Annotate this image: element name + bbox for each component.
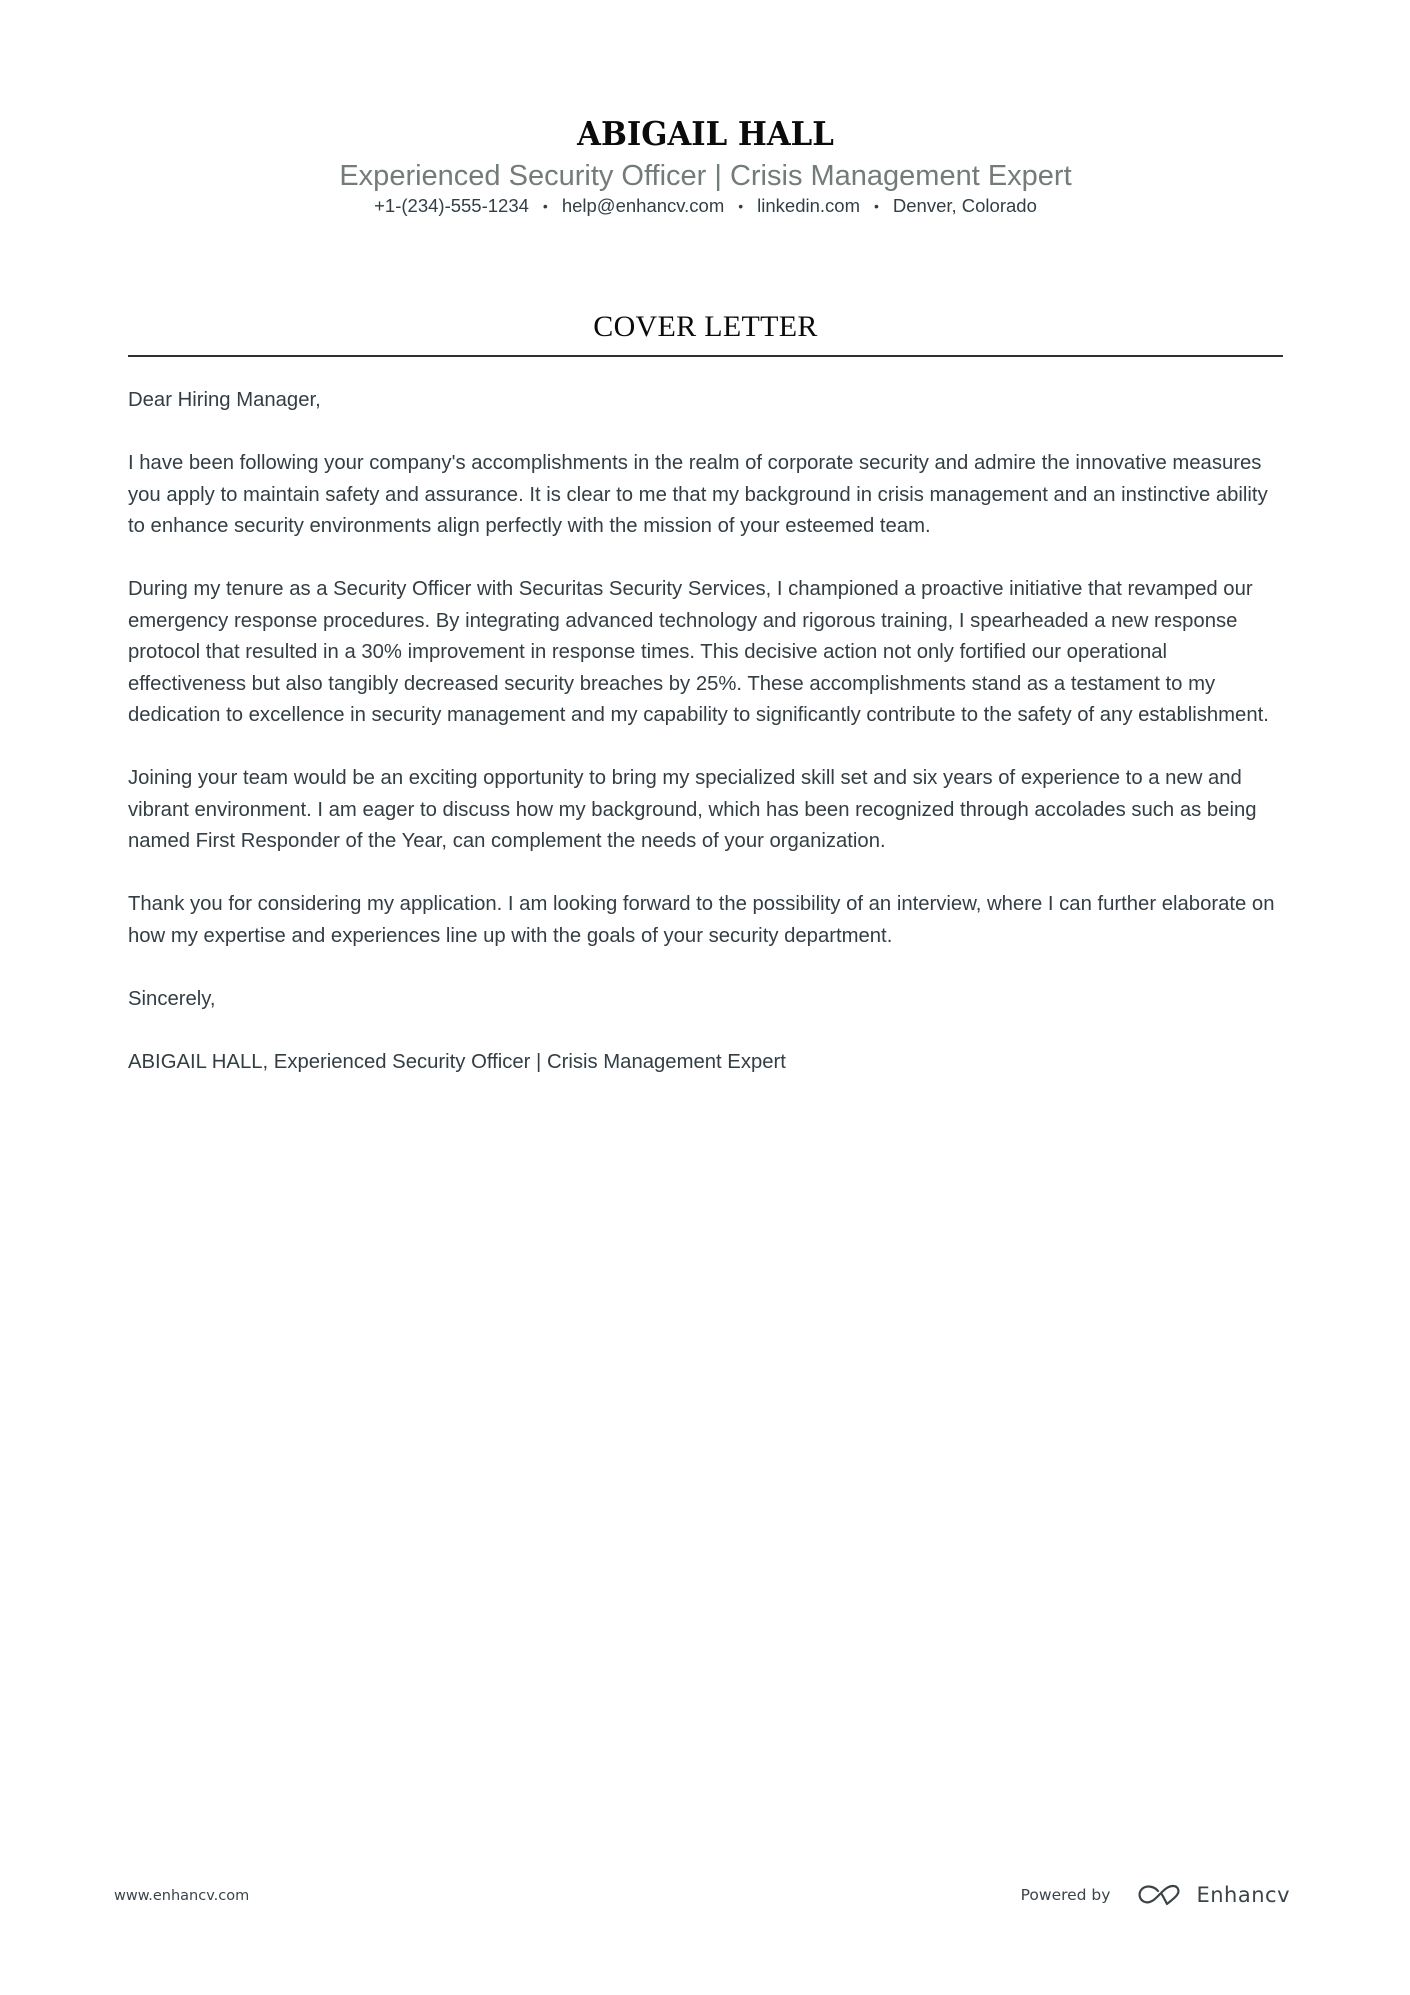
- footer-website: www.enhancv.com: [114, 1888, 250, 1904]
- powered-by-label: Powered by: [1020, 1886, 1111, 1904]
- header: [128, 112, 1283, 218]
- footer-branding: [1021, 1880, 1290, 1910]
- candidate-title: Experienced Security Officer | Crisis Management Expert: [339, 160, 1072, 192]
- letter-body: [128, 385, 1288, 1110]
- enhancv-brand: Enhancv: [1196, 1883, 1290, 1907]
- salutation: Dear Hiring Manager,: [128, 389, 321, 411]
- separator-dot: •: [873, 198, 879, 214]
- paragraph-4: Thank you for considering my application. I am looking forward to the possibility of an interview, where I can further elaborate on how my expertise and experiences line up with the goals of your security department.: [128, 893, 1275, 947]
- signature: ABIGAIL HALL, Experienced Security Officer | Crisis Management Expert: [128, 1050, 786, 1073]
- location: Denver, Colorado: [892, 195, 1037, 216]
- paragraph-1: I have been following your company's accomplishments in the realm of corporate security and admire the innovative measures you apply to maintain safety and assurance. It is clear to me that my background in crisis management and an instinctive ability to enhance security environments align perfectly with the mission of your esteemed team.: [128, 452, 1268, 537]
- separator-dot: •: [542, 198, 548, 214]
- enhancv-logo-icon: [1136, 1883, 1184, 1907]
- closing: Sincerely,: [128, 987, 216, 1010]
- linkedin-link: linkedin.com: [757, 195, 860, 216]
- contact-info: [128, 194, 1283, 218]
- candidate-name: ABIGAIL HALL: [577, 114, 834, 153]
- paragraph-2: During my tenure as a Security Officer with Securitas Security Services, I championed a proactive initiative that revamped our emergency response procedures. By integrating advanced technology and rigorous training, I spearheaded a new response protocol that resulted in a 30% improvement in response times. This decisive action not only fortified our operational effectiveness but also tangibly decreased security breaches by 25%. These accomplishments stand as a testament to my dedication to excellence in security management and my capability to significantly contribute to the safety of any establishment.: [128, 578, 1269, 726]
- paragraph-3: Joining your team would be an exciting opportunity to bring my specialized skill set and six years of experience to a new and vibrant environment. I am eager to discuss how my background, which has been recognized through accolades such as being named First Responder of the Year, can complement the needs of your organization.: [128, 767, 1257, 852]
- section-title: COVER LETTER: [593, 310, 818, 343]
- email-address: help@enhancv.com: [561, 195, 725, 216]
- section-divider: [128, 355, 1283, 357]
- phone-number: +1-(234)-555-1234: [374, 195, 529, 216]
- separator-dot: •: [738, 198, 744, 214]
